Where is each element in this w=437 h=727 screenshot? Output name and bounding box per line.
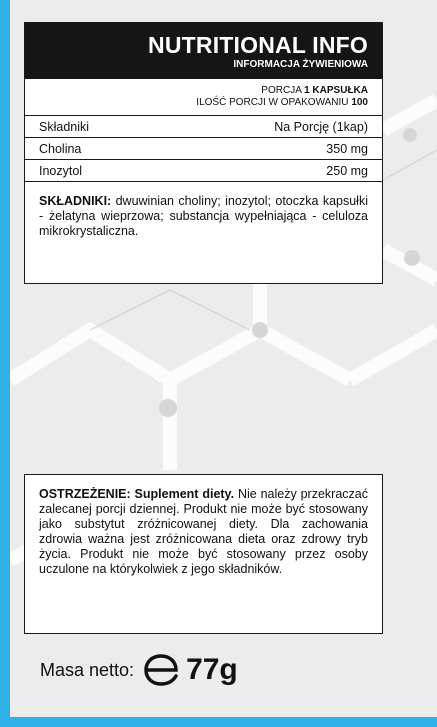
nutrition-title: NUTRITIONAL INFO bbox=[148, 32, 368, 58]
nutrition-panel bbox=[24, 22, 383, 284]
ingredients-label: SKŁADNIKI: bbox=[39, 194, 112, 208]
warning-panel bbox=[24, 474, 383, 634]
column-header-per-serving: Na Porcję (1kap) bbox=[164, 116, 382, 138]
ingredients-body: dwuwinian choliny; inozytol; otoczka kapsułki - żelatyna wieprzowa; substancja wypełniająca - celuloza mikrokrystaliczna. bbox=[39, 194, 368, 238]
accent-bottom-bar bbox=[0, 717, 437, 727]
table-row bbox=[25, 138, 382, 160]
ingredient-amount: 250 mg bbox=[164, 160, 382, 182]
net-weight-value: 77g bbox=[186, 653, 238, 686]
table-header-row bbox=[25, 116, 382, 138]
e-mark-icon bbox=[142, 653, 182, 687]
table-row bbox=[25, 160, 382, 182]
servings-per-container-value: 100 bbox=[351, 97, 368, 108]
net-weight-label: Masa netto: bbox=[40, 659, 135, 680]
serving-info bbox=[25, 79, 382, 109]
ingredients-text bbox=[25, 182, 382, 239]
ingredient-name: Cholina bbox=[25, 138, 164, 160]
serving-size bbox=[25, 85, 368, 97]
accent-side-bar bbox=[0, 0, 10, 727]
ingredient-amount: 350 mg bbox=[164, 138, 382, 160]
serving-size-label: PORCJA bbox=[261, 85, 305, 96]
net-weight bbox=[40, 650, 238, 690]
column-header-ingredient: Składniki bbox=[25, 116, 164, 138]
warning-text bbox=[25, 475, 382, 577]
nutrition-header bbox=[25, 23, 382, 79]
warning-label: OSTRZEŻENIE: Suplement diety. bbox=[39, 487, 235, 501]
nutrition-subtitle: INFORMACJA ŻYWIENIOWA bbox=[233, 59, 368, 70]
servings-per-container bbox=[25, 97, 368, 109]
serving-size-value: 1 KAPSUŁKA bbox=[304, 85, 368, 96]
nutrition-table bbox=[25, 115, 382, 182]
servings-per-container-label: ILOŚĆ PORCJI W OPAKOWANIU bbox=[196, 97, 352, 108]
ingredient-name: Inozytol bbox=[25, 160, 164, 182]
warning-body: Nie należy przekraczać zalecanej porcji dziennej. Produkt nie może być stosowany jako substytut zróżnicowanej diety. Dla zachowania zdrowia ważna jest zróżnicowana dieta oraz zdrowy tryb życia. Produkt nie może być stosowany przez osoby uczulone na którykolwiek z jego składników. bbox=[39, 487, 368, 576]
